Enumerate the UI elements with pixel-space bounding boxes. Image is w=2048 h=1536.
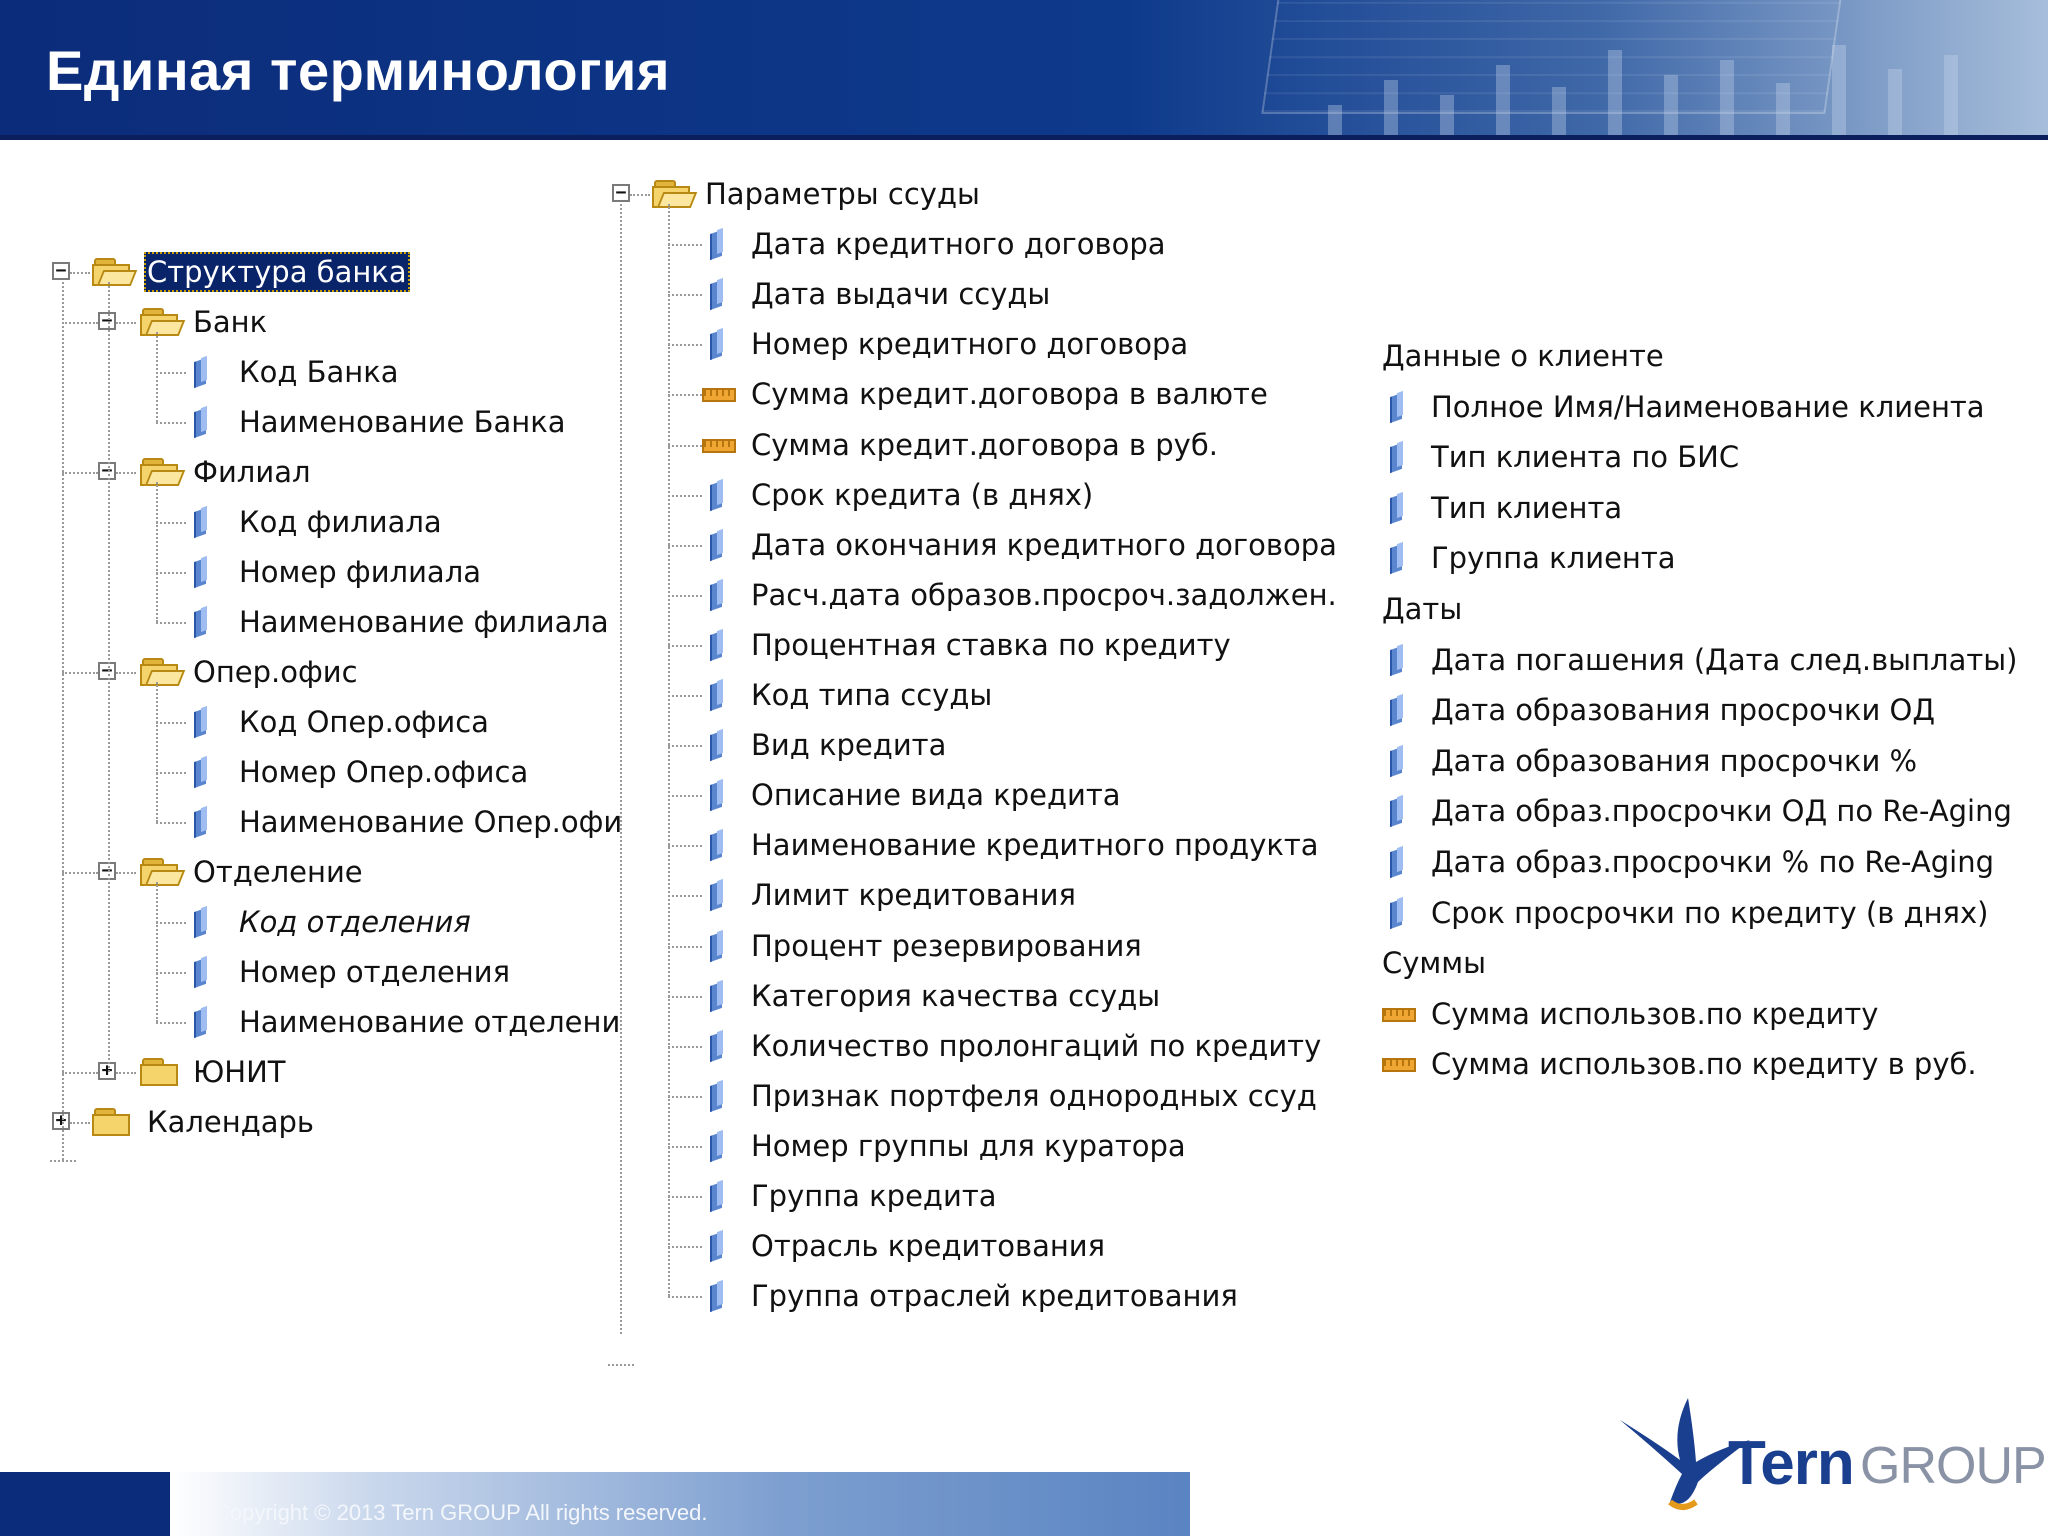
tree-item-label: Номер кредитного договора [751, 327, 1189, 361]
tree-leaf[interactable] [748, 473, 1096, 517]
dimension-icon-side [717, 1130, 723, 1156]
dimension-icon [710, 329, 724, 359]
tree-item-label: Категория качества ссуды [751, 979, 1161, 1013]
dimension-icon [194, 807, 208, 837]
tree-connector [630, 194, 650, 196]
dimension-icon-side [201, 756, 207, 782]
dimension-icon [194, 407, 208, 437]
tree-item-label: Календарь [147, 1105, 315, 1139]
tree-connector [668, 745, 702, 747]
tree-item-label: Код филиала [239, 505, 442, 539]
tree-leaf[interactable] [748, 1224, 1108, 1268]
section-heading: Данные о клиенте [1382, 339, 1664, 373]
expand-toggle[interactable]: + [52, 1112, 70, 1130]
dimension-icon [710, 680, 724, 710]
dimension-icon [710, 1281, 724, 1311]
tree-item-label: Номер Опер.офиса [239, 755, 529, 789]
tree-connector [668, 1096, 702, 1098]
tree-connector [62, 282, 64, 1160]
tree-connector [668, 445, 702, 447]
dimension-icon [1390, 898, 1404, 928]
dimension-icon [710, 580, 724, 610]
dimension-icon [1390, 695, 1404, 725]
tree-leaf[interactable] [748, 1174, 1000, 1218]
tree-connector [668, 244, 702, 246]
tree-connector [156, 722, 186, 724]
tree-item-label: Процентная ставка по кредиту [751, 628, 1231, 662]
dimension-icon-side [717, 729, 723, 755]
folder-open-icon [140, 458, 182, 488]
tree-leaf[interactable] [748, 1024, 1324, 1068]
folder-open-icon [140, 858, 182, 888]
copyright-text: Copyright © 2013 Tern GROUP All rights reserved. [214, 1500, 708, 1525]
dimension-icon-side [1397, 391, 1403, 417]
tree-item-label: Дата образования просрочки ОД [1431, 693, 1936, 727]
dimension-icon [1390, 847, 1404, 877]
tree-item-label: Наименование Банка [239, 405, 566, 439]
dimension-icon [194, 357, 208, 387]
tree-connector [668, 895, 702, 897]
tree-node-group[interactable] [190, 850, 366, 894]
dimension-icon [194, 1007, 208, 1037]
dimension-icon-side [717, 479, 723, 505]
section-heading: Даты [1382, 592, 1463, 626]
tree-node-group[interactable] [190, 650, 361, 694]
folder-open-icon [140, 308, 182, 338]
measure-icon [1382, 1058, 1416, 1072]
list-item[interactable] [1428, 536, 1679, 580]
tree-connector [108, 282, 110, 1072]
dimension-icon-side [1397, 492, 1403, 518]
tree-item-label: Срок просрочки по кредиту (в днях) [1431, 896, 1989, 930]
tree-leaf[interactable] [748, 924, 1145, 968]
dimension-icon [710, 1231, 724, 1261]
dimension-icon-side [201, 356, 207, 382]
tern-group-logo [1610, 1390, 2046, 1520]
tree-connector [156, 332, 158, 422]
dimension-icon-side [201, 406, 207, 432]
tree-item-label: Код отделения [239, 905, 471, 939]
tree-leaf[interactable] [748, 372, 1271, 416]
list-item[interactable] [1428, 789, 2015, 833]
folder-body [140, 1064, 178, 1086]
tree-connector [668, 595, 702, 597]
tree-item-label: Признак портфеля однородных ссуд [751, 1079, 1317, 1113]
dimension-icon-side [717, 829, 723, 855]
tree-item-label: Наименование филиала [239, 605, 609, 639]
list-item[interactable] [1428, 891, 1991, 935]
tree-item-label: Сумма кредит.договора в валюте [751, 377, 1268, 411]
dimension-icon-side [1397, 795, 1403, 821]
tree-leaf[interactable] [236, 400, 569, 444]
tree-leaf[interactable] [748, 873, 1079, 917]
tree-item-label: Срок кредита (в днях) [751, 478, 1094, 512]
tree-connector [668, 645, 702, 647]
logo-text-secondary: GROUP [1860, 1437, 2046, 1495]
list-item[interactable] [1428, 688, 1938, 732]
dimension-icon-side [1397, 745, 1403, 771]
list-item[interactable] [1428, 992, 1881, 1036]
tree-connector [116, 322, 136, 324]
folder-icon [92, 1108, 134, 1138]
dimension-icon-side [201, 606, 207, 632]
dimension-icon [710, 880, 724, 910]
tree-item-label: Структура банка [144, 252, 410, 292]
folder-flap [145, 320, 185, 336]
tree-leaf[interactable] [236, 500, 445, 544]
tree-item-label: Дата кредитного договора [751, 227, 1166, 261]
tree-item-label: Сумма кредит.договора в руб. [751, 428, 1218, 462]
dimension-icon [710, 1031, 724, 1061]
tree-connector [156, 972, 186, 974]
tree-item-label: Опер.офис [193, 655, 358, 689]
tree-item-label: Наименование кредитного продукта [751, 828, 1319, 862]
folder-open-icon [652, 180, 694, 210]
dimension-icon [710, 1181, 724, 1211]
dimension-icon [194, 757, 208, 787]
tree-item-label: Дата окончания кредитного договора [751, 528, 1337, 562]
measure-icon [702, 388, 736, 402]
collapse-toggle[interactable]: − [98, 662, 116, 680]
folder-icon [140, 1058, 182, 1088]
dimension-icon [194, 907, 208, 937]
dimension-icon-side [201, 556, 207, 582]
dimension-icon-side [201, 906, 207, 932]
tree-connector [156, 922, 186, 924]
tree-leaf[interactable] [748, 1074, 1320, 1118]
dimension-icon-side [717, 1230, 723, 1256]
tree-connector [156, 882, 158, 1022]
tree-item-label: Код Опер.офиса [239, 705, 489, 739]
dimension-icon [710, 981, 724, 1011]
folder-open-icon [92, 258, 134, 288]
tree-connector [156, 1022, 186, 1024]
dimension-icon-side [717, 529, 723, 555]
tree-connector [70, 272, 90, 274]
tree-leaf[interactable] [748, 423, 1221, 467]
tree-connector [668, 1146, 702, 1148]
tree-leaf[interactable] [748, 222, 1169, 266]
dimension-icon-side [717, 328, 723, 354]
tree-connector [156, 422, 186, 424]
collapse-toggle[interactable]: + [98, 1062, 116, 1080]
tree-node-group[interactable] [190, 1050, 289, 1094]
dimension-icon-side [201, 1006, 207, 1032]
tree-connector [668, 545, 702, 547]
dimension-icon-side [717, 1180, 723, 1206]
tree-connector [50, 1160, 76, 1162]
collapse-toggle[interactable]: − [98, 462, 116, 480]
dimension-icon-side [201, 956, 207, 982]
tree-item-label: Филиал [193, 455, 311, 489]
tree-connector [668, 294, 702, 296]
measure-icon [702, 439, 736, 453]
dimension-icon-side [717, 228, 723, 254]
tree-connector [668, 1046, 702, 1048]
tree-item-label: Номер группы для куратора [751, 1129, 1186, 1163]
tree-item-label: Описание вида кредита [751, 778, 1121, 812]
dimension-icon [710, 279, 724, 309]
tree-connector [668, 1296, 702, 1298]
folder-flap [97, 270, 137, 286]
tree-item-label: Дата выдачи ссуды [751, 277, 1051, 311]
dimension-icon-side [717, 629, 723, 655]
collapse-toggle[interactable]: − [52, 262, 70, 280]
dimension-icon-side [201, 706, 207, 732]
dimension-icon [194, 707, 208, 737]
tree-leaf[interactable] [748, 573, 1340, 617]
dimension-icon [710, 830, 724, 860]
tree-item-label: Группа кредита [751, 1179, 997, 1213]
dimension-icon [710, 530, 724, 560]
tree-leaf[interactable] [236, 600, 612, 644]
folder-flap [657, 192, 697, 208]
dimension-icon [1390, 645, 1404, 675]
tree-item-label: Параметры ссуды [705, 177, 980, 211]
tree-connector [156, 772, 186, 774]
dimension-icon-side [717, 1280, 723, 1306]
tree-item-label: Расч.дата образов.просроч.задолжен. [751, 578, 1337, 612]
header-background-chart [1328, 40, 2028, 135]
dimension-icon-side [201, 506, 207, 532]
header-divider [0, 135, 2048, 140]
tree-item-label: Код Банка [239, 355, 399, 389]
dimension-icon-side [717, 879, 723, 905]
tree-connector [668, 845, 702, 847]
tree-connector [116, 872, 136, 874]
list-item[interactable] [1428, 385, 1988, 429]
tree-item-label: Группа отраслей кредитования [751, 1279, 1238, 1313]
tree-item-label: Номер филиала [239, 555, 481, 589]
tree-connector [668, 204, 670, 1296]
dimension-icon [1390, 493, 1404, 523]
tree-item-label: Тип клиента [1431, 491, 1623, 525]
dimension-icon [1390, 746, 1404, 776]
list-item[interactable] [1428, 1042, 1980, 1086]
tree-connector [116, 672, 136, 674]
folder-flap [145, 470, 185, 486]
tree-connector [668, 344, 702, 346]
dimension-icon [1390, 543, 1404, 573]
tree-item-label: Количество пролонгаций по кредиту [751, 1029, 1322, 1063]
tree-node-group[interactable] [190, 450, 314, 494]
list-item[interactable] [1428, 486, 1625, 530]
footer-accent [0, 1472, 170, 1536]
tree-leaf[interactable] [236, 800, 625, 844]
tree-item-label: Дата образ.просрочки % по Re-Aging [1431, 845, 1994, 879]
tree-item-label: Номер отделения [239, 955, 511, 989]
tree-connector [156, 822, 186, 824]
dimension-icon-side [1397, 897, 1403, 923]
tree-item-label: Дата образования просрочки % [1431, 744, 1918, 778]
tree-connector [62, 672, 98, 674]
tree-leaf[interactable] [748, 1274, 1241, 1318]
dimension-icon-side [717, 980, 723, 1006]
collapse-toggle[interactable]: − [612, 184, 630, 202]
dimension-icon-side [1397, 694, 1403, 720]
tree-item-label: Лимит кредитования [751, 878, 1076, 912]
page-title: Единая терминология [46, 39, 671, 102]
dimension-icon-side [1397, 644, 1403, 670]
tree-item-label: Отрасль кредитования [751, 1229, 1106, 1263]
tree-connector [668, 394, 702, 396]
dimension-icon-side [717, 679, 723, 705]
tree-item-label: Отделение [193, 855, 363, 889]
dimension-icon [194, 557, 208, 587]
tree-connector [156, 682, 158, 822]
tree-connector [668, 695, 702, 697]
tree-connector [668, 996, 702, 998]
tree-connector [668, 1246, 702, 1248]
tree-connector [668, 495, 702, 497]
tree-leaf[interactable] [748, 1124, 1189, 1168]
tree-item-label: Сумма использов.по кредиту [1431, 997, 1879, 1031]
dimension-icon [1390, 392, 1404, 422]
tree-item-label: Код типа ссуды [751, 678, 993, 712]
tree-item-label: Наименование Опер.офи [239, 805, 623, 839]
tree-leaf[interactable] [236, 700, 492, 744]
dimension-icon-side [1397, 542, 1403, 568]
measure-icon [1382, 1008, 1416, 1022]
dimension-icon-side [1397, 441, 1403, 467]
tree-node-bank-structure[interactable] [144, 250, 410, 294]
tree-leaf[interactable] [748, 773, 1124, 817]
tree-connector [62, 1072, 98, 1074]
tree-connector [116, 472, 136, 474]
list-item[interactable] [1428, 840, 1997, 884]
tree-leaf[interactable] [748, 723, 949, 767]
tree-item-label: Дата образ.просрочки ОД по Re-Aging [1431, 794, 2012, 828]
dimension-icon [710, 229, 724, 259]
folder-flap [145, 670, 185, 686]
tree-item-label: Дата погашения (Дата след.выплаты) [1431, 643, 2018, 677]
dimension-icon [710, 480, 724, 510]
dimension-icon [710, 1131, 724, 1161]
tree-connector [62, 872, 98, 874]
tree-item-label: ЮНИТ [193, 1055, 286, 1089]
tree-item-label: Наименование отделени [239, 1005, 621, 1039]
tree-leaf[interactable] [236, 1000, 623, 1044]
tree-connector [70, 1122, 90, 1124]
tree-leaf[interactable] [236, 950, 513, 994]
logo-text-main: Tern [1728, 1429, 1854, 1498]
collapse-toggle[interactable]: − [98, 862, 116, 880]
tree-connector [668, 1196, 702, 1198]
dimension-icon [710, 931, 724, 961]
tree-connector [620, 204, 622, 1334]
dimension-icon [194, 957, 208, 987]
tree-connector [668, 946, 702, 948]
tree-item-label: Полное Имя/Наименование клиента [1431, 390, 1985, 424]
collapse-toggle[interactable]: − [98, 312, 116, 330]
dimension-icon-side [1397, 846, 1403, 872]
tree-leaf[interactable] [748, 322, 1191, 366]
tree-leaf[interactable] [236, 900, 474, 944]
tree-leaf[interactable] [748, 823, 1322, 867]
list-item[interactable] [1428, 638, 2020, 682]
tree-leaf[interactable] [748, 523, 1340, 567]
dimension-icon [710, 1081, 724, 1111]
dimension-icon-side [717, 278, 723, 304]
tree-node-loan-parameters[interactable] [702, 172, 983, 216]
folder-flap [145, 870, 185, 886]
tree-item-label: Тип клиента по БИС [1431, 440, 1740, 474]
dimension-icon [1390, 442, 1404, 472]
tree-leaf[interactable] [236, 750, 531, 794]
tree-leaf[interactable] [748, 272, 1053, 316]
tree-item-label: Банк [193, 305, 268, 339]
tree-connector [608, 1364, 634, 1366]
dimension-icon [194, 507, 208, 537]
dimension-icon-side [717, 1080, 723, 1106]
dimension-icon-side [717, 930, 723, 956]
tree-leaf[interactable] [748, 673, 995, 717]
dimension-icon-side [717, 779, 723, 805]
folder-body [92, 1114, 130, 1136]
dimension-icon [710, 780, 724, 810]
tree-connector [156, 522, 186, 524]
tree-connector [156, 482, 158, 622]
tree-connector [156, 372, 186, 374]
tree-item-label: Вид кредита [751, 728, 947, 762]
dimension-icon [710, 630, 724, 660]
folder-open-icon [140, 658, 182, 688]
list-item[interactable] [1428, 739, 1920, 783]
tree-connector [62, 472, 98, 474]
tree-leaf[interactable] [236, 550, 484, 594]
tree-leaf[interactable] [748, 623, 1234, 667]
tree-leaf[interactable] [748, 974, 1163, 1018]
tree-item-label: Сумма использов.по кредиту в руб. [1431, 1047, 1977, 1081]
dimension-icon [710, 730, 724, 760]
tree-node-calendar[interactable] [144, 1100, 317, 1144]
tree-connector [156, 572, 186, 574]
section-heading: Суммы [1382, 946, 1487, 980]
tree-leaf[interactable] [236, 350, 402, 394]
tree-item-label: Процент резервирования [751, 929, 1142, 963]
dimension-icon-side [717, 1030, 723, 1056]
tree-connector [116, 1072, 136, 1074]
tree-connector [156, 622, 186, 624]
tree-connector [668, 795, 702, 797]
dimension-icon [194, 607, 208, 637]
dimension-icon [1390, 796, 1404, 826]
tree-item-label: Группа клиента [1431, 541, 1676, 575]
dimension-icon-side [717, 579, 723, 605]
list-item[interactable] [1428, 435, 1742, 479]
dimension-icon-side [201, 806, 207, 832]
tree-node-group[interactable] [190, 300, 270, 344]
tree-connector [62, 322, 98, 324]
